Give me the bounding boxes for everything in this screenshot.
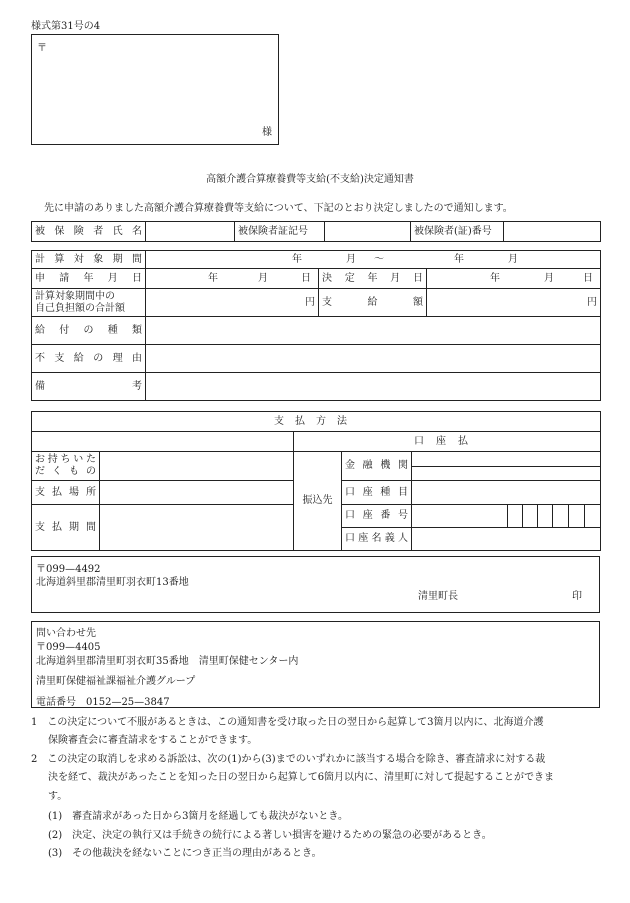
account-type-field[interactable] [412,481,601,505]
address-box [31,34,279,145]
decision-year: 年 [490,273,500,284]
account-number-label: 口座番号 [345,510,408,521]
issuer-postal: 〒099—4492 [36,564,101,575]
benefit-type-field[interactable] [146,317,601,345]
note-2-line-2: 決を経て、裁決があったことを知った日の翌日から起算して6箇月以内に、清里町に対して提起することができま [48,772,555,783]
payment-yen: 円 [587,296,598,308]
account-number-digit[interactable] [538,505,553,528]
insured-number-label: 被保険者(証)番号 [411,222,504,242]
issuer-mayor: 清里町長 [418,591,458,602]
honorific: 様 [262,127,272,138]
apply-day: 日 [301,273,311,284]
account-number-digit[interactable] [569,505,585,528]
remarks-label: 備考 [35,380,142,392]
account-holder-label: 口座名義人 [345,533,408,544]
decision-day: 日 [583,273,593,284]
bank-field-bottom[interactable] [412,467,601,481]
note-2-line-1: 2 この決定の取消しを求める訴訟は、次の(1)から(3)までのいずれかに該当する場合を除き、審査請求に対する裁 [31,754,546,765]
selfpay-label-line1: 計算対象期間中の [35,290,115,302]
decision-date-field[interactable] [427,269,601,289]
period-to-year: 年 [454,254,464,265]
insured-number-field[interactable] [504,222,601,242]
period-tilde: 〜 [374,254,384,265]
account-number-digit[interactable] [523,505,538,528]
payment-amount-field[interactable] [427,289,601,317]
detail-table [31,250,601,401]
payment-amount-label: 支給額 [322,296,423,308]
decision-month: 月 [544,273,554,284]
contact-postal: 〒099—4405 [36,642,101,653]
insured-name-label: 被保険者氏名 [35,225,142,237]
issuer-address: 北海道斜里郡清里町羽衣町13番地 [36,577,189,588]
document-title: 高額介護合算療養費等支給(不支給)決定通知書 [206,174,414,185]
note-2-line-3: す。 [48,791,68,802]
apply-date-field[interactable] [146,269,319,289]
account-number-blank[interactable] [412,505,508,528]
benefit-type-label: 給付の種類 [35,324,142,336]
note-1-line-2: 保険審査会に審査請求をすることができます。 [48,735,258,746]
note-1-line-1: 1 この決定について不服があるときは、この通知書を受け取った日の翌日から起算して3箇月以内に、北海道介護 [31,717,544,728]
postal-mark: 〒 [37,43,47,54]
period-field[interactable] [146,251,601,269]
payment-blank-cell [32,432,294,452]
subnote-1: (1) 審査請求があった日から3箇月を経過しても裁決がないとき。 [48,811,349,822]
account-number-digit[interactable] [553,505,569,528]
remarks-field[interactable] [146,373,601,401]
payment-method-header: 支払方法 [32,412,601,432]
pickup-field[interactable] [100,452,294,481]
reason-label: 不支給の理由 [35,352,142,364]
insured-table [31,221,601,242]
pickup-label-line2: だくもの [35,466,96,477]
apply-date-label: 申請年月日 [35,272,142,284]
account-holder-field[interactable] [412,528,601,551]
contact-department: 清里町保健福祉課福祉介護グループ [36,676,196,687]
seal-mark: 印 [572,591,582,602]
reason-field[interactable] [146,345,601,373]
period-to-month: 月 [508,254,518,265]
insured-cert-label: 被保険者証記号 [235,222,325,242]
bank-label: 金融機関 [345,460,408,471]
period-pay-label: 支払期間 [35,521,96,533]
account-number-digit[interactable] [508,505,523,528]
form-number: 様式第31号の4 [31,21,101,32]
account-number-digit[interactable] [585,505,601,528]
place-field[interactable] [100,481,294,505]
contact-label: 問い合わせ先 [36,628,96,639]
period-from-month: 月 [346,254,356,265]
payment-table [31,411,601,551]
account-type-label: 口座種目 [345,486,408,498]
decision-date-label: 決定年月日 [322,272,423,284]
intro-text: 先に申請のありました高額介護合算療養費等支給について、下記のとおり決定しましたので通知します。 [44,203,513,214]
selfpay-label-line2: 自己負担額の合計額 [35,302,125,314]
contact-address: 北海道斜里郡清里町羽衣町35番地 清里町保健センター内 [36,656,299,667]
apply-month: 月 [258,273,268,284]
selfpay-yen: 円 [305,296,315,308]
bank-field-top[interactable] [412,452,601,467]
issuer-box [31,556,600,613]
subnote-3: (3) その他裁決を経ないことにつき正当の理由があるとき。 [48,848,322,859]
subnote-2: (2) 決定、決定の執行又は手続きの続行による著しい損害を避けるための緊急の必要があるとき。 [48,830,492,841]
apply-year: 年 [208,273,218,284]
period-label: 計算対象期間 [35,253,142,265]
account-payment-header: 口座払 [294,432,601,452]
insured-cert-field[interactable] [325,222,411,242]
contact-box [31,621,600,708]
period-from-year: 年 [292,254,302,265]
insured-name-field[interactable] [146,222,235,242]
selfpay-amount-field[interactable] [146,289,319,317]
transfer-label: 振込先 [294,452,342,551]
period-pay-field[interactable] [100,505,294,551]
contact-phone: 電話番号 0152—25—3847 [36,697,170,708]
pickup-label-line1: お持ちいた [35,454,96,465]
place-label: 支払場所 [35,486,96,498]
